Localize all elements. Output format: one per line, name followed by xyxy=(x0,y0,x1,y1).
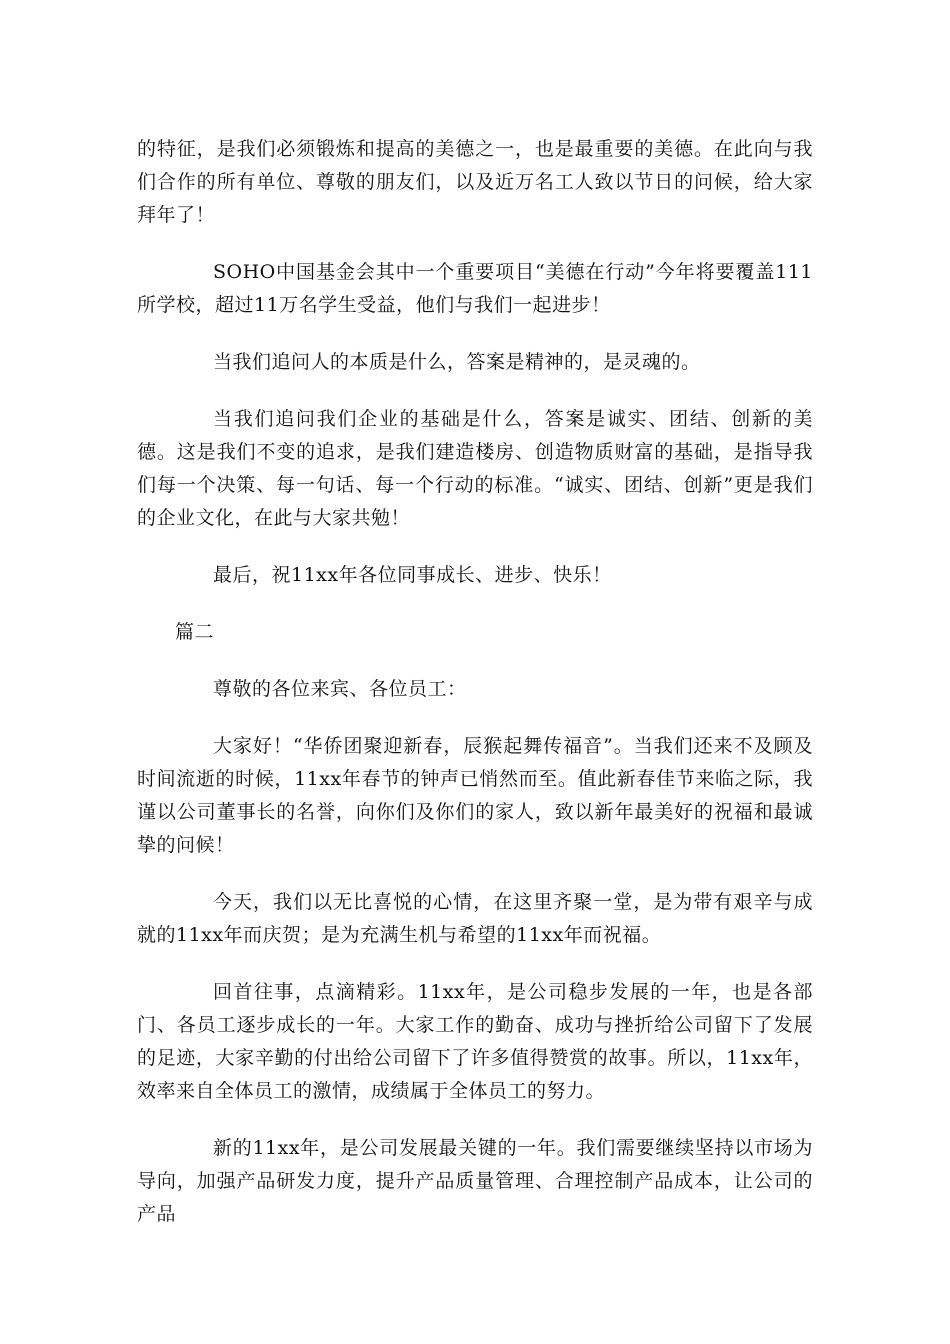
salutation: 尊敬的各位来宾、各位员工： xyxy=(213,678,467,700)
paragraph: SOHO中国基金会其中一个重要项目“美德在行动”今年将要覆盖111所学校，超过11万名学生受益，他们与我们一起进步！ xyxy=(137,261,813,316)
paragraph: 当我们追问人的本质是什么，答案是精神的，是灵魂的。 xyxy=(213,351,701,373)
paragraph: 今天，我们以无比喜悦的心情，在这里齐聚一堂，是为带有艰辛与成就的11xx年而庆贺；是为充满生机与希望的11xx年而祝福。 xyxy=(137,891,813,946)
paragraph: 的特征，是我们必须锻炼和提高的美德之一，也是最重要的美德。在此向与我们合作的所有单位、尊敬的朋友们，以及近万名工人致以节日的问候，给大家拜年了！ xyxy=(137,138,813,226)
paragraph: 大家好！“华侨团聚迎新春，辰猴起舞传福音”。当我们还来不及顾及时间流逝的时候，11xx年春节的钟声已悄然而至。值此新春佳节来临之际，我谨以公司董事长的名誉，向你们及你们的家人，致以新年最美好的祝福和最诚挚的问候！ xyxy=(137,735,813,856)
paragraph: 回首往事，点滴精彩。11xx年，是公司稳步发展的一年，也是各部门、各员工逐步成长的一年。大家工作的勤奋、成功与挫折给公司留下了发展的足迹，大家辛勤的付出给公司留下了许多值得赞赏的故事。所以，11xx年，效率来自全体员工的激情，成绩属于全体员工的努力。 xyxy=(137,981,813,1102)
paragraph: 最后，祝11xx年各位同事成长、进步、快乐！ xyxy=(213,564,612,586)
section-heading: 篇二 xyxy=(175,621,215,643)
paragraph: 新的11xx年，是公司发展最关键的一年。我们需要继续坚持以市场为导向，加强产品研发力度，提升产品质量管理、合理控制产品成本，让公司的产品 xyxy=(137,1137,813,1225)
paragraph: 当我们追问我们企业的基础是什么，答案是诚实、团结、创新的美德。这是我们不变的追求，是我们建造楼房、创造物质财富的基础，是指导我们每一个决策、每一句话、每一个行动的标准。“诚实、团结、创新”更是我们的企业文化，在此与大家共勉！ xyxy=(137,408,813,529)
document-body xyxy=(137,133,813,1255)
